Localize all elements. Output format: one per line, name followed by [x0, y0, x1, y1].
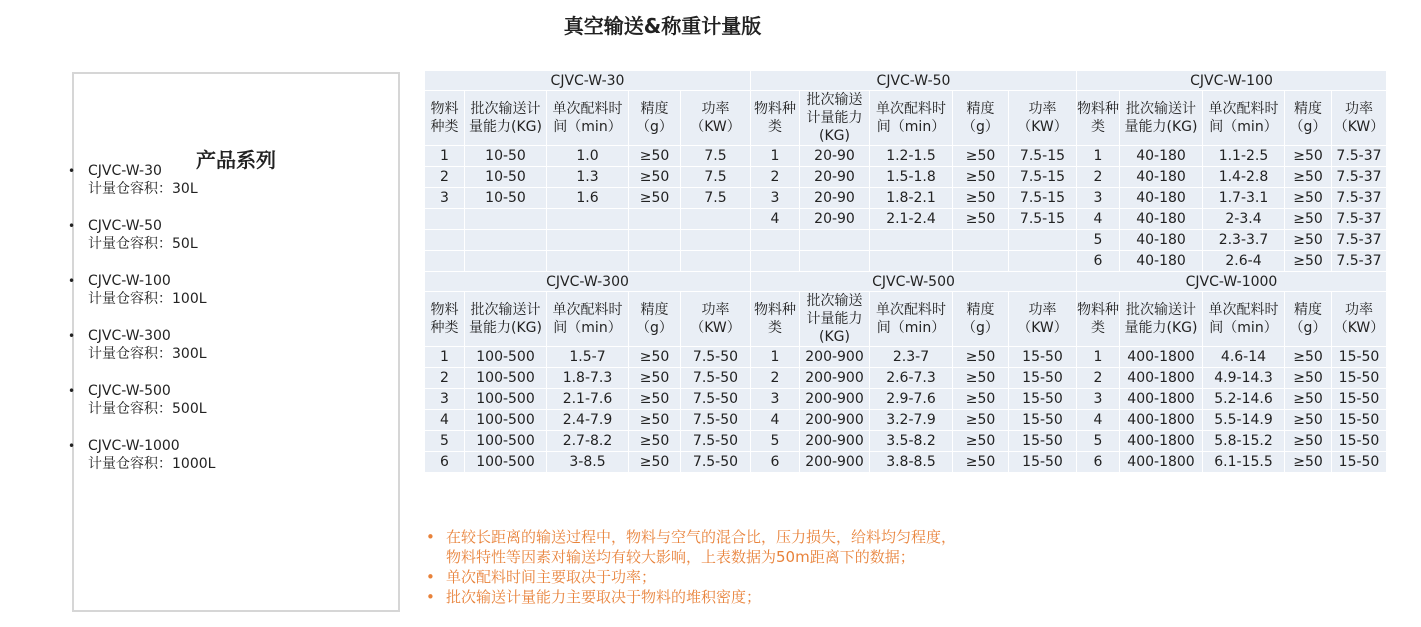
- table-cell: 15-50: [1332, 410, 1386, 430]
- table-cell: 2: [1077, 167, 1119, 187]
- table-cell: 7.5-37: [1332, 188, 1386, 208]
- table-cell: 7.5-37: [1332, 251, 1386, 271]
- table-cell: 15-50: [1332, 452, 1386, 472]
- table-row: [425, 368, 1386, 388]
- column-header: 单次配料时间（min）: [547, 292, 628, 346]
- table-cell: 4.9-14.3: [1203, 368, 1284, 388]
- note-text: 批次输送计量能力主要取决于物料的堆积密度；: [446, 588, 762, 606]
- table-cell: [547, 230, 628, 250]
- model-header: CJVC-W-500: [751, 272, 1076, 291]
- table-cell: 7.5-50: [681, 368, 750, 388]
- table-row: [425, 410, 1386, 430]
- table-cell: 400-1800: [1120, 452, 1202, 472]
- table-cell: ≥50: [953, 452, 1008, 472]
- table-cell: 3: [1077, 389, 1119, 409]
- series-capacity: 计量仓容积：30L: [88, 181, 198, 197]
- table-cell: [953, 251, 1008, 271]
- series-item: [68, 217, 215, 272]
- table-cell: 3: [425, 188, 464, 208]
- table-cell: 1: [751, 347, 799, 367]
- table-cell: 1.2-1.5: [870, 146, 952, 166]
- table-cell: ≥50: [1285, 188, 1331, 208]
- table-row: [425, 167, 1386, 187]
- table-cell: 1.4-2.8: [1203, 167, 1284, 187]
- table-cell: 200-900: [800, 368, 869, 388]
- table-cell: 5.5-14.9: [1203, 410, 1284, 430]
- bullet-icon: •: [68, 439, 76, 453]
- table-cell: 5: [1077, 431, 1119, 451]
- table-cell: 20-90: [800, 146, 869, 166]
- table-cell: 7.5-50: [681, 431, 750, 451]
- spec-table: [424, 70, 1387, 473]
- table-cell: ≥50: [1285, 230, 1331, 250]
- series-item: [68, 382, 215, 437]
- table-cell: 1.7-3.1: [1203, 188, 1284, 208]
- table-cell: ≥50: [953, 146, 1008, 166]
- column-header: 功率（KW）: [1332, 91, 1386, 145]
- table-cell: 100-500: [465, 368, 546, 388]
- note-item: [426, 567, 956, 587]
- table-cell: [751, 230, 799, 250]
- table-cell: 400-1800: [1120, 368, 1202, 388]
- table-cell: 2.3-3.7: [1203, 230, 1284, 250]
- column-header-row: [425, 292, 1386, 346]
- table-cell: 1.1-2.5: [1203, 146, 1284, 166]
- table-cell: 7.5-37: [1332, 146, 1386, 166]
- table-cell: 4: [425, 410, 464, 430]
- table-cell: 1.8-7.3: [547, 368, 628, 388]
- table-cell: 20-90: [800, 188, 869, 208]
- table-cell: 100-500: [465, 389, 546, 409]
- series-capacity: 计量仓容积：500L: [88, 401, 207, 417]
- table-cell: ≥50: [953, 431, 1008, 451]
- table-cell: 7.5-37: [1332, 209, 1386, 229]
- table-cell: [629, 209, 680, 229]
- table-cell: ≥50: [1285, 251, 1331, 271]
- table-cell: 15-50: [1332, 347, 1386, 367]
- table-cell: 3: [425, 389, 464, 409]
- table-cell: 2.7-8.2: [547, 431, 628, 451]
- product-series-list: [68, 162, 216, 492]
- column-header: 功率（KW）: [681, 91, 750, 145]
- table-cell: 5: [751, 431, 799, 451]
- table-cell: 15-50: [1332, 431, 1386, 451]
- table-cell: 15-50: [1332, 389, 1386, 409]
- table-cell: 2.1-7.6: [547, 389, 628, 409]
- table-cell: 3.8-8.5: [870, 452, 952, 472]
- table-cell: 15-50: [1009, 410, 1076, 430]
- table-row: [425, 431, 1386, 451]
- table-cell: 5.2-14.6: [1203, 389, 1284, 409]
- bullet-icon: •: [68, 164, 76, 178]
- table-cell: 6: [1077, 251, 1119, 271]
- table-cell: 1: [425, 146, 464, 166]
- table-cell: ≥50: [629, 389, 680, 409]
- table-cell: 1.6: [547, 188, 628, 208]
- column-header: 精度（g）: [629, 91, 680, 145]
- table-cell: 7.5-15: [1009, 146, 1076, 166]
- table-cell: 40-180: [1120, 251, 1202, 271]
- table-cell: 400-1800: [1120, 410, 1202, 430]
- table-cell: 2.3-7: [870, 347, 952, 367]
- table-cell: 40-180: [1120, 230, 1202, 250]
- table-cell: 15-50: [1009, 389, 1076, 409]
- column-header: 精度（g）: [629, 292, 680, 346]
- table-cell: 1.8-2.1: [870, 188, 952, 208]
- table-cell: 4: [751, 209, 799, 229]
- table-cell: 10-50: [465, 146, 546, 166]
- table-cell: [1009, 251, 1076, 271]
- notes-list: [426, 527, 956, 607]
- table-cell: 400-1800: [1120, 431, 1202, 451]
- table-cell: 6: [1077, 452, 1119, 472]
- column-header: 物料种类: [751, 292, 799, 346]
- table-cell: ≥50: [629, 452, 680, 472]
- column-header: 功率（KW）: [1332, 292, 1386, 346]
- column-header: 功率（KW）: [1009, 91, 1076, 145]
- table-cell: [425, 251, 464, 271]
- table-cell: 3: [751, 188, 799, 208]
- column-header: 精度（g）: [953, 91, 1008, 145]
- table-cell: 2.6-4: [1203, 251, 1284, 271]
- column-header: 批次输送计量能力(KG): [465, 91, 546, 145]
- table-cell: 7.5: [681, 167, 750, 187]
- column-header: 单次配料时间（min）: [870, 91, 952, 145]
- table-cell: ≥50: [1285, 368, 1331, 388]
- table-cell: 7.5: [681, 146, 750, 166]
- table-cell: [870, 230, 952, 250]
- table-cell: [547, 251, 628, 271]
- model-header: CJVC-W-300: [425, 272, 750, 291]
- table-cell: ≥50: [953, 368, 1008, 388]
- table-cell: 1: [1077, 146, 1119, 166]
- table-cell: 7.5-50: [681, 452, 750, 472]
- series-model: CJVC-W-50: [88, 218, 162, 234]
- table-cell: ≥50: [1285, 431, 1331, 451]
- table-cell: 1: [751, 146, 799, 166]
- table-cell: [953, 230, 1008, 250]
- table-cell: [629, 230, 680, 250]
- bullet-icon: •: [426, 588, 435, 606]
- column-header: 精度（g）: [1285, 292, 1331, 346]
- table-cell: [751, 251, 799, 271]
- table-cell: 5: [1077, 230, 1119, 250]
- column-header: 物料种类: [751, 91, 799, 145]
- table-row: [425, 209, 1386, 229]
- column-header: 精度（g）: [953, 292, 1008, 346]
- table-cell: 3.5-8.2: [870, 431, 952, 451]
- table-cell: 400-1800: [1120, 389, 1202, 409]
- bullet-icon: •: [68, 384, 76, 398]
- table-cell: [465, 209, 546, 229]
- table-cell: 4.6-14: [1203, 347, 1284, 367]
- table-cell: 200-900: [800, 410, 869, 430]
- table-cell: ≥50: [953, 167, 1008, 187]
- table-cell: 2.6-7.3: [870, 368, 952, 388]
- column-header: 单次配料时间（min）: [547, 91, 628, 145]
- table-cell: ≥50: [1285, 167, 1331, 187]
- bullet-icon: •: [68, 329, 76, 343]
- column-header: 单次配料时间（min）: [1203, 292, 1284, 346]
- table-cell: 100-500: [465, 431, 546, 451]
- table-cell: 6: [425, 452, 464, 472]
- series-capacity: 计量仓容积：300L: [88, 346, 207, 362]
- table-cell: 1.0: [547, 146, 628, 166]
- table-cell: 7.5-50: [681, 389, 750, 409]
- note-text: 在较长距离的输送过程中，物料与空气的混合比，压力损失，给料均匀程度，: [446, 528, 957, 546]
- column-header: 功率（KW）: [681, 292, 750, 346]
- model-header: CJVC-W-100: [1077, 71, 1386, 90]
- table-cell: ≥50: [953, 209, 1008, 229]
- table-cell: 7.5-50: [681, 347, 750, 367]
- table-cell: 100-500: [465, 410, 546, 430]
- table-cell: 2.1-2.4: [870, 209, 952, 229]
- column-header: 精度（g）: [1285, 91, 1331, 145]
- product-series-title: 产品系列: [196, 148, 276, 172]
- table-cell: 5: [425, 431, 464, 451]
- table-cell: 1: [425, 347, 464, 367]
- table-cell: [465, 251, 546, 271]
- bullet-icon: •: [68, 219, 76, 233]
- table-cell: 1.5-1.8: [870, 167, 952, 187]
- table-cell: [465, 230, 546, 250]
- column-header-row: [425, 91, 1386, 145]
- table-cell: 4: [1077, 209, 1119, 229]
- series-model: CJVC-W-300: [88, 328, 171, 344]
- note-item: [426, 527, 956, 567]
- table-cell: 6: [751, 452, 799, 472]
- table-cell: 7.5-37: [1332, 230, 1386, 250]
- table-cell: 15-50: [1332, 368, 1386, 388]
- table-cell: 1.5-7: [547, 347, 628, 367]
- table-row: [425, 389, 1386, 409]
- table-cell: 2: [425, 167, 464, 187]
- table-cell: 4: [751, 410, 799, 430]
- series-item: [68, 437, 216, 492]
- table-cell: 7.5: [681, 188, 750, 208]
- table-row: [425, 230, 1386, 250]
- table-cell: 2.9-7.6: [870, 389, 952, 409]
- table-cell: 7.5-50: [681, 410, 750, 430]
- page-title: 真空输送&称重计量版: [563, 14, 762, 38]
- table-cell: 40-180: [1120, 146, 1202, 166]
- column-header: 物料种类: [425, 292, 464, 346]
- table-cell: 400-1800: [1120, 347, 1202, 367]
- table-cell: ≥50: [1285, 347, 1331, 367]
- table-cell: 40-180: [1120, 167, 1202, 187]
- table-row: [425, 188, 1386, 208]
- table-cell: ≥50: [629, 410, 680, 430]
- table-cell: 200-900: [800, 347, 869, 367]
- series-item: [68, 162, 215, 217]
- table-cell: [800, 230, 869, 250]
- table-cell: ≥50: [629, 431, 680, 451]
- table-cell: ≥50: [1285, 452, 1331, 472]
- table-cell: 3: [1077, 188, 1119, 208]
- column-header: 物料种类: [1077, 91, 1119, 145]
- series-item: [68, 272, 215, 327]
- table-cell: [681, 209, 750, 229]
- table-cell: 1: [1077, 347, 1119, 367]
- table-cell: [870, 251, 952, 271]
- table-cell: [547, 209, 628, 229]
- table-cell: 2-3.4: [1203, 209, 1284, 229]
- table-cell: ≥50: [953, 410, 1008, 430]
- table-cell: 1.3: [547, 167, 628, 187]
- column-header: 批次输送计量能力(KG): [1120, 91, 1202, 145]
- table-cell: ≥50: [1285, 389, 1331, 409]
- table-cell: [800, 251, 869, 271]
- bullet-icon: •: [426, 568, 435, 586]
- table-cell: ≥50: [1285, 146, 1331, 166]
- table-cell: 15-50: [1009, 368, 1076, 388]
- note-text: 物料特性等因素对输送均有较大影响，上表数据为50m距离下的数据；: [446, 548, 915, 566]
- table-cell: ≥50: [629, 368, 680, 388]
- series-model: CJVC-W-100: [88, 273, 171, 289]
- table-cell: ≥50: [953, 347, 1008, 367]
- table-cell: 6.1-15.5: [1203, 452, 1284, 472]
- table-cell: 20-90: [800, 209, 869, 229]
- table-row: [425, 452, 1386, 472]
- series-capacity: 计量仓容积：100L: [88, 291, 207, 307]
- table-cell: 2.4-7.9: [547, 410, 628, 430]
- table-cell: 2: [425, 368, 464, 388]
- note-item: [426, 587, 956, 607]
- series-capacity: 计量仓容积：1000L: [88, 456, 216, 472]
- model-header: CJVC-W-30: [425, 71, 750, 90]
- column-header: 物料种类: [425, 91, 464, 145]
- table-cell: 200-900: [800, 431, 869, 451]
- table-cell: 200-900: [800, 452, 869, 472]
- table-cell: 40-180: [1120, 209, 1202, 229]
- table-cell: 10-50: [465, 167, 546, 187]
- table-cell: [681, 251, 750, 271]
- table-cell: ≥50: [953, 188, 1008, 208]
- column-header: 批次输送计量能力(KG): [800, 91, 869, 145]
- table-cell: [629, 251, 680, 271]
- table-cell: 5.8-15.2: [1203, 431, 1284, 451]
- model-row: [425, 71, 1386, 90]
- table-cell: ≥50: [629, 347, 680, 367]
- column-header: 功率（KW）: [1009, 292, 1076, 346]
- series-model: CJVC-W-30: [88, 163, 162, 179]
- table-cell: 100-500: [465, 452, 546, 472]
- series-model: CJVC-W-500: [88, 383, 171, 399]
- table-cell: 2: [1077, 368, 1119, 388]
- column-header: 单次配料时间（min）: [1203, 91, 1284, 145]
- table-cell: 7.5-37: [1332, 167, 1386, 187]
- table-cell: 200-900: [800, 389, 869, 409]
- table-cell: 20-90: [800, 167, 869, 187]
- table-cell: 7.5-15: [1009, 209, 1076, 229]
- table-row: [425, 347, 1386, 367]
- table-cell: 7.5-15: [1009, 167, 1076, 187]
- table-cell: 4: [1077, 410, 1119, 430]
- model-header: CJVC-W-1000: [1077, 272, 1386, 291]
- table-cell: ≥50: [629, 146, 680, 166]
- model-header: CJVC-W-50: [751, 71, 1076, 90]
- table-cell: [425, 209, 464, 229]
- column-header: 批次输送计量能力(KG): [465, 292, 546, 346]
- bullet-icon: •: [426, 528, 435, 546]
- series-capacity: 计量仓容积：50L: [88, 236, 198, 252]
- column-header: 单次配料时间（min）: [870, 292, 952, 346]
- table-cell: 3.2-7.9: [870, 410, 952, 430]
- table-cell: ≥50: [629, 188, 680, 208]
- table-cell: [681, 230, 750, 250]
- table-cell: [425, 230, 464, 250]
- table-row: [425, 251, 1386, 271]
- bullet-icon: •: [68, 274, 76, 288]
- table-cell: 10-50: [465, 188, 546, 208]
- table-cell: 40-180: [1120, 188, 1202, 208]
- table-cell: ≥50: [953, 389, 1008, 409]
- table-cell: 2: [751, 368, 799, 388]
- table-cell: ≥50: [629, 167, 680, 187]
- column-header: 物料种类: [1077, 292, 1119, 346]
- table-cell: 7.5-15: [1009, 188, 1076, 208]
- series-model: CJVC-W-1000: [88, 438, 180, 454]
- table-cell: 100-500: [465, 347, 546, 367]
- column-header: 批次输送计量能力(KG): [1120, 292, 1202, 346]
- table-cell: [1009, 230, 1076, 250]
- table-cell: 15-50: [1009, 347, 1076, 367]
- model-row: [425, 272, 1386, 291]
- table-row: [425, 146, 1386, 166]
- table-cell: 3: [751, 389, 799, 409]
- note-text: 单次配料时间主要取决于功率；: [446, 568, 657, 586]
- table-cell: 15-50: [1009, 431, 1076, 451]
- table-cell: ≥50: [1285, 209, 1331, 229]
- series-item: [68, 327, 215, 382]
- table-cell: ≥50: [1285, 410, 1331, 430]
- table-cell: 15-50: [1009, 452, 1076, 472]
- table-cell: 2: [751, 167, 799, 187]
- column-header: 批次输送计量能力(KG): [800, 292, 869, 346]
- table-cell: 3-8.5: [547, 452, 628, 472]
